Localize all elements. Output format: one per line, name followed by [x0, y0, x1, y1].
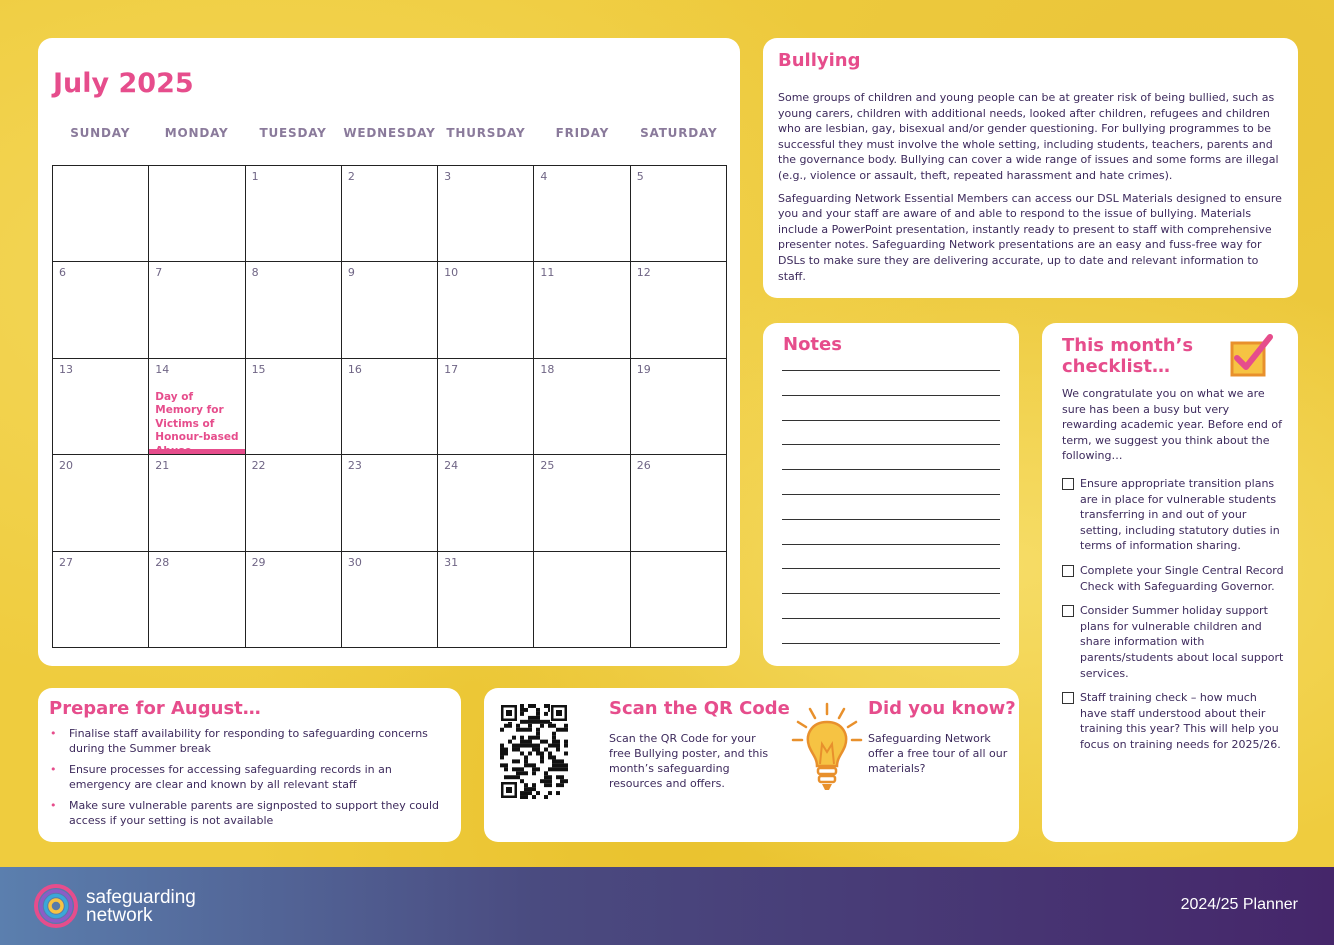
qr-title: Scan the QR Code [609, 698, 790, 719]
bullying-paragraph-2: Safeguarding Network Essential Members can access our DSL Materials designed to ensure you and your staff are aware of and able to respond to the issue of bullying. Materials include a PowerPoint presentation, instantly ready to present to staff with comprehensive presenter notes. Safeguarding Network presentations are an easy and fuss-free way for DSLs to make sure they are delivering accurate, up to date and relevant information to staff. [778, 191, 1282, 283]
notes-line [782, 593, 1000, 594]
calendar-day-cell [246, 262, 342, 358]
checklist-item-text: Consider Summer holiday support plans for vulnerable children and share information with parents/students about local support services. [1080, 604, 1284, 680]
day-number: 14 [155, 362, 170, 376]
calendar-day-cell [534, 166, 630, 262]
calendar-day-cell [149, 552, 245, 648]
qr-code-icon[interactable] [500, 704, 568, 799]
bullet-icon: • [50, 727, 57, 740]
qr-card [484, 688, 1019, 842]
calendar-day-cell [534, 262, 630, 358]
lightbulb-icon [790, 700, 864, 800]
day-number: 24 [444, 459, 459, 473]
checklist-item [1062, 603, 1286, 681]
bullet-icon: • [50, 799, 57, 812]
day-number: 6 [59, 266, 66, 280]
checklist-item [1062, 690, 1286, 752]
prepare-item [49, 727, 449, 756]
day-number: 22 [251, 459, 266, 473]
calendar-grid [52, 165, 727, 648]
weekday-label: SATURDAY [640, 126, 718, 140]
notes-card [763, 323, 1019, 666]
day-number: 13 [59, 362, 73, 376]
checklist-item [1062, 563, 1286, 594]
weekday-label: THURSDAY [446, 126, 526, 140]
calendar-day-cell [246, 455, 342, 551]
day-number: 15 [251, 362, 266, 376]
checklist-card [1042, 323, 1298, 842]
bullying-title: Bullying [778, 50, 861, 71]
notes-line [782, 519, 1000, 520]
calendar-day-cell [438, 166, 534, 262]
weekday-header [52, 126, 727, 140]
day-number: 31 [444, 555, 459, 569]
checklist-checkbox[interactable] [1062, 478, 1074, 490]
calendar-day-cell [631, 359, 727, 455]
didyouknow-title: Did you know? [868, 698, 1016, 719]
calendar-day-cell [149, 455, 245, 551]
brand-line-2: network [86, 905, 153, 926]
calendar-day-cell [149, 262, 245, 358]
prepare-item-text: Ensure processes for accessing safeguarding records in an emergency are clear and known by all relevant staff [69, 763, 392, 791]
calendar-day-cell [53, 359, 149, 455]
weekday-label: FRIDAY [555, 126, 610, 140]
day-number: 1 [251, 170, 259, 183]
notes-line [782, 469, 1000, 470]
prepare-card [38, 688, 461, 842]
notes-line [782, 494, 1000, 495]
day-number: 29 [251, 555, 266, 569]
calendar-day-cell [53, 455, 149, 551]
bullying-card [763, 38, 1298, 298]
day-number: 21 [155, 459, 170, 473]
notes-line [782, 420, 1000, 421]
checklist-checkbox[interactable] [1062, 692, 1074, 704]
checkbox-tick-icon [1228, 333, 1274, 379]
day-number: 7 [155, 266, 163, 280]
checklist-checkbox[interactable] [1062, 605, 1074, 617]
checklist-title: This month’s checklist… [1062, 335, 1194, 377]
calendar-day-cell [246, 166, 342, 262]
calendar-day-cell [342, 359, 438, 455]
weekday-label: TUESDAY [259, 126, 327, 140]
bullet-icon: • [50, 763, 57, 776]
calendar-day-cell [342, 455, 438, 551]
prepare-item-text: Make sure vulnerable parents are signposted to support they could access if your setting is not available [69, 799, 439, 827]
day-number: 12 [636, 266, 651, 280]
calendar-title: July 2025 [53, 68, 194, 99]
day-number: 20 [59, 459, 73, 473]
day-number: 23 [347, 459, 362, 473]
calendar-day-cell [631, 552, 727, 648]
prepare-item [49, 799, 449, 828]
calendar-day-cell [342, 552, 438, 648]
calendar-day-cell [438, 455, 534, 551]
calendar-day-cell [534, 455, 630, 551]
bullying-paragraph-1: Some groups of children and young people can be at greater risk of being bullied, such as young carers, children with additional needs, looked after children, refugees and children who are lesbian, gay, bisexual and/or gender questioning. For bullying programmes to be successful they must involve the whole setting, including students, teachers, parents and the governance body. Bullying can cover a wide range of issues and some forms are illegal (e.g., violence or assault, theft, repeated harassment and hate crimes). [778, 91, 1279, 182]
day-number: 18 [540, 362, 555, 376]
weekday-label: WEDNESDAY [343, 126, 436, 140]
prepare-item [49, 763, 449, 792]
calendar-day-cell [53, 262, 149, 358]
calendar-event: Day of Memory for Victims of Honour-based [155, 390, 239, 444]
day-number: 26 [636, 459, 651, 473]
day-number: 3 [444, 170, 452, 183]
checklist-item-text: Staff training check – how much have staff understood about their training this year? This will help you focus on training needs for 2025/26. [1080, 691, 1281, 751]
weekday-label: SUNDAY [70, 126, 131, 140]
day-number: 8 [251, 266, 259, 280]
calendar-day-cell [631, 166, 727, 262]
calendar-day-cell [149, 359, 245, 455]
day-number: 2 [347, 170, 355, 183]
calendar-day-cell [438, 262, 534, 358]
calendar-day-cell [53, 552, 149, 648]
event-highlight-bar [149, 449, 244, 454]
calendar-day-cell [438, 359, 534, 455]
day-number: 25 [540, 459, 555, 473]
calendar-day-cell [342, 262, 438, 358]
brand-line-1: safeguarding [86, 887, 196, 908]
day-number: 17 [444, 362, 459, 376]
checklist-item [1062, 476, 1286, 554]
day-number: 4 [540, 170, 548, 183]
prepare-list [49, 727, 449, 828]
calendar-day-cell [438, 552, 534, 648]
checklist-item-text: Ensure appropriate transition plans are in place for vulnerable students transferring in and out of your setting, including statutory duties in terms of information sharing. [1080, 476, 1280, 553]
calendar-day-cell [534, 552, 630, 648]
notes-line [782, 618, 1000, 619]
calendar-day-cell [246, 552, 342, 648]
notes-line [782, 444, 1000, 445]
prepare-item-text: Finalise staff availability for responding to safeguarding concerns during the Summer break [69, 727, 428, 755]
checklist-item-text: Complete your Single Central Record Check with Safeguarding Governor. [1080, 563, 1284, 593]
notes-line [782, 395, 1000, 396]
notes-line [782, 370, 1000, 371]
weekday-label: MONDAY [164, 126, 229, 140]
calendar-day-cell [631, 262, 727, 358]
calendar-day-cell [246, 359, 342, 455]
day-number: 30 [347, 555, 362, 569]
footer-bar [0, 867, 1334, 945]
day-number: 5 [636, 170, 644, 183]
calendar-day-cell [53, 166, 149, 262]
notes-title: Notes [783, 334, 842, 355]
notes-line [782, 544, 1000, 545]
planner-label: 2024/25 Planner [1180, 896, 1298, 913]
day-number: 9 [347, 266, 355, 280]
day-number: 11 [540, 266, 555, 280]
notes-line [782, 568, 1000, 569]
day-number: 19 [636, 362, 651, 376]
checklist-checkbox[interactable] [1062, 565, 1074, 577]
day-number: 10 [444, 266, 459, 280]
notes-line [782, 643, 1000, 644]
checklist-intro: We congratulate you on what we are sure has been a busy but very rewarding academic year. Before end of term, we suggest you think about the following… [1062, 387, 1283, 463]
calendar-day-cell [631, 455, 727, 551]
calendar-card [38, 38, 740, 666]
day-number: 27 [59, 555, 73, 569]
qr-text: Scan the QR Code for your free Bullying poster, and this month’s safeguarding resources and offers. [609, 732, 769, 790]
calendar-day-cell [342, 166, 438, 262]
brand-name [86, 889, 196, 925]
day-number: 16 [347, 362, 362, 376]
safeguarding-network-logo-icon [33, 883, 79, 929]
calendar-day-cell [534, 359, 630, 455]
didyouknow-text: Safeguarding Network offer a free tour of all our materials? [868, 732, 1008, 775]
calendar-day-cell [149, 166, 245, 262]
prepare-title: Prepare for August… [49, 698, 261, 719]
day-number: 28 [155, 555, 170, 569]
